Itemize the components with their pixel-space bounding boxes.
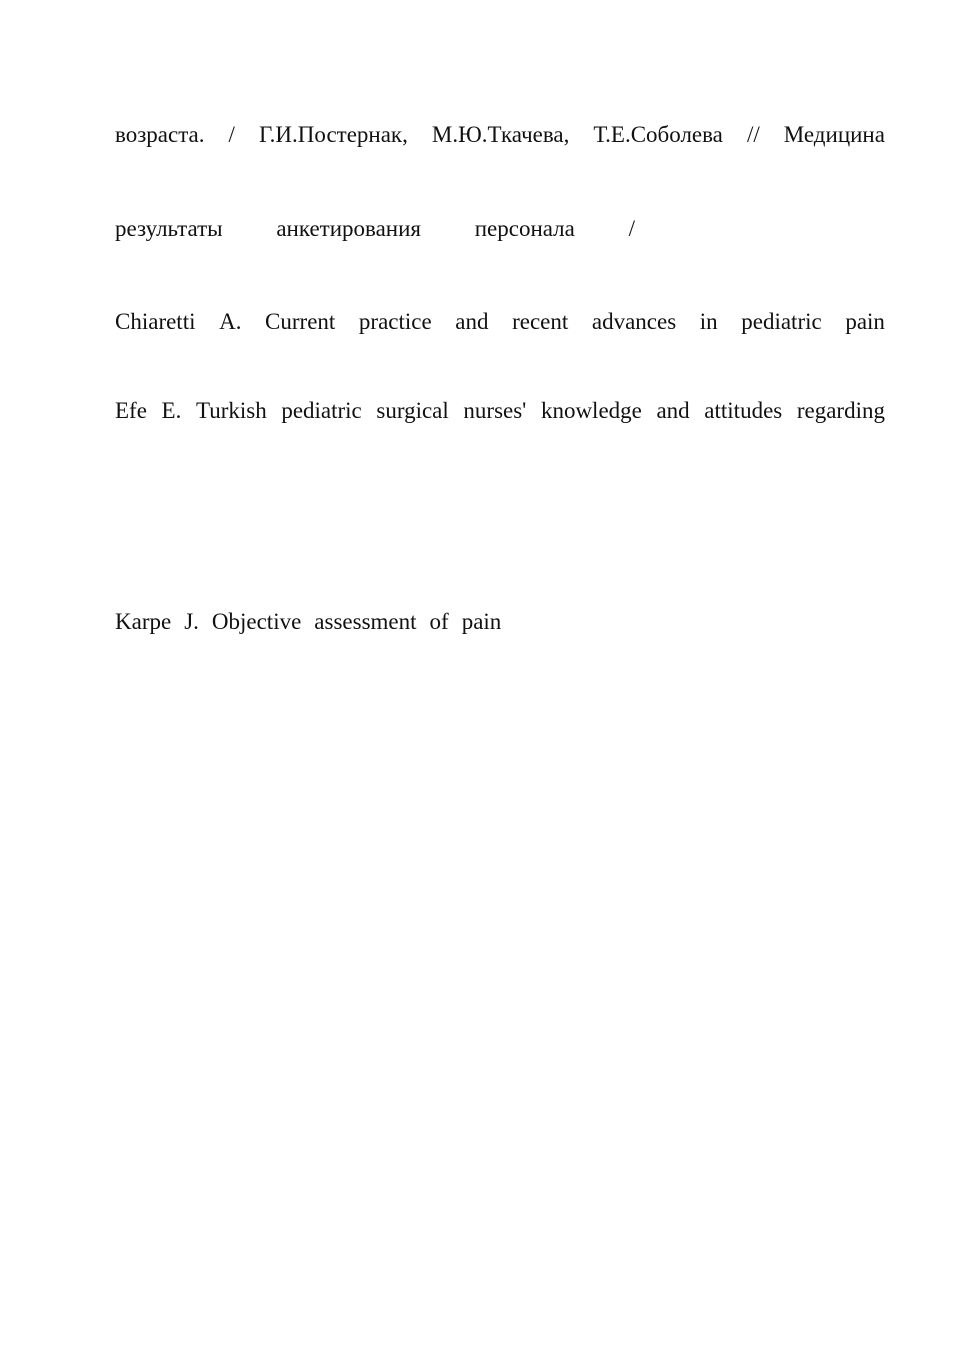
- word: recent: [512, 309, 569, 334]
- word: and: [656, 398, 690, 423]
- word: surgical: [376, 398, 449, 423]
- word: М.Ю.Ткачева,: [431, 122, 570, 147]
- word: regarding: [796, 398, 885, 423]
- word: E.: [161, 398, 182, 423]
- word: Г.И.Постернак,: [258, 122, 408, 147]
- word: /: [228, 122, 235, 147]
- reference-line-2: [115, 214, 635, 244]
- word: pain: [845, 309, 885, 334]
- reference-line-5: [115, 607, 885, 637]
- word: анкетирования: [276, 216, 421, 241]
- word: Turkish: [195, 398, 267, 423]
- word: //: [746, 122, 760, 147]
- word: nurses': [463, 398, 527, 423]
- word: pain: [461, 609, 502, 634]
- word: of: [429, 609, 449, 634]
- word: J.: [184, 609, 199, 634]
- word: Current: [265, 309, 336, 334]
- word: Т.Е.Соболева: [593, 122, 723, 147]
- word: возраста.: [115, 122, 205, 147]
- word: персонала: [474, 216, 575, 241]
- word: результаты: [115, 216, 223, 241]
- word: /: [628, 216, 635, 241]
- word: attitudes: [704, 398, 783, 423]
- word: assessment: [314, 609, 417, 634]
- word: Efe: [115, 398, 147, 423]
- word: and: [455, 309, 489, 334]
- reference-line-1: [115, 120, 885, 150]
- word: in: [699, 309, 718, 334]
- word: A.: [219, 309, 242, 334]
- word: Objective: [211, 609, 302, 634]
- word: pediatric: [741, 309, 822, 334]
- word: Медицина: [783, 122, 885, 147]
- word: knowledge: [540, 398, 642, 423]
- word: Karpe: [115, 609, 172, 634]
- word: practice: [358, 309, 432, 334]
- word: advances: [591, 309, 677, 334]
- reference-line-4: [115, 396, 885, 426]
- word: pediatric: [281, 398, 362, 423]
- reference-line-3: [115, 307, 885, 337]
- word: Chiaretti: [115, 309, 196, 334]
